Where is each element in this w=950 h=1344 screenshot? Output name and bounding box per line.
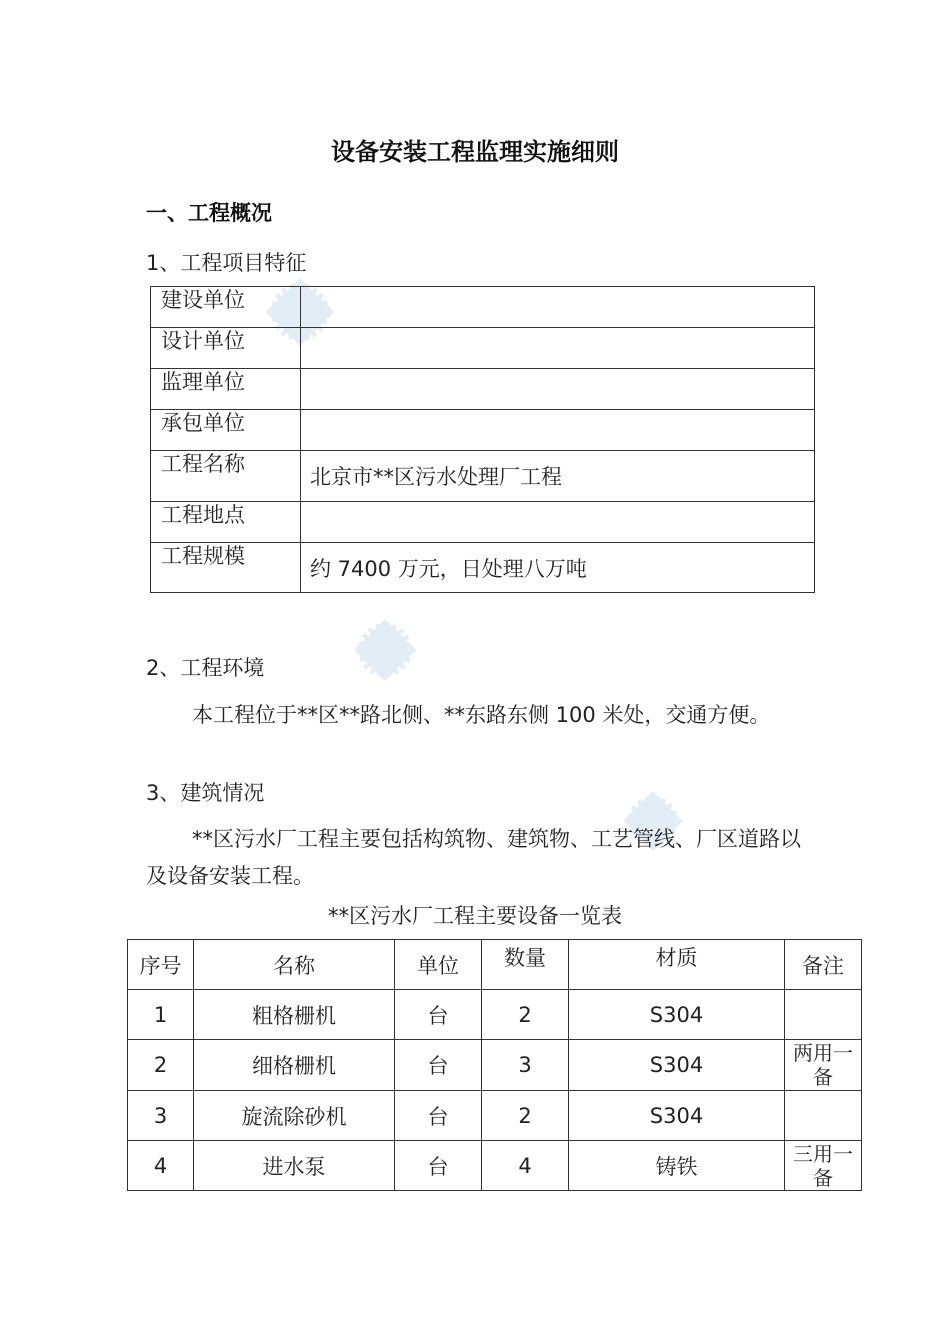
table-cell: 台 bbox=[395, 1091, 482, 1141]
table-header-row bbox=[128, 940, 862, 990]
info-value bbox=[301, 287, 815, 328]
table-cell: 2 bbox=[128, 1040, 194, 1091]
column-header: 名称 bbox=[194, 940, 395, 990]
subsection-heading-buildings: 3、建筑情况 bbox=[146, 781, 265, 805]
table-row bbox=[151, 451, 815, 502]
info-label: 设计单位 bbox=[151, 328, 301, 369]
table-row bbox=[128, 1040, 862, 1091]
table-row bbox=[151, 410, 815, 451]
info-label: 工程地点 bbox=[151, 502, 301, 543]
info-value bbox=[301, 502, 815, 543]
table-row bbox=[151, 502, 815, 543]
table-cell: 细格栅机 bbox=[194, 1040, 395, 1091]
table-cell: S304 bbox=[569, 990, 785, 1040]
subsection-heading-environment: 2、工程环境 bbox=[146, 656, 265, 680]
info-label: 承包单位 bbox=[151, 410, 301, 451]
table-cell: S304 bbox=[569, 1091, 785, 1141]
info-value: 约 7400 万元，日处理八万吨 bbox=[301, 543, 815, 593]
table-cell: 2 bbox=[482, 990, 569, 1040]
table-row bbox=[151, 287, 815, 328]
table-cell: 1 bbox=[128, 990, 194, 1040]
table-cell bbox=[785, 1091, 862, 1141]
column-header: 单位 bbox=[395, 940, 482, 990]
table-cell: 2 bbox=[482, 1091, 569, 1141]
equipment-table bbox=[127, 939, 862, 1191]
table-cell: 铸铁 bbox=[569, 1141, 785, 1191]
table-cell: 4 bbox=[482, 1141, 569, 1191]
info-label: 建设单位 bbox=[151, 287, 301, 328]
table-cell: 台 bbox=[395, 1141, 482, 1191]
table-cell: 两用一备 bbox=[785, 1040, 862, 1091]
table-cell: 4 bbox=[128, 1141, 194, 1191]
table-cell: 旋流除砂机 bbox=[194, 1091, 395, 1141]
info-value bbox=[301, 328, 815, 369]
column-header: 数量 bbox=[482, 940, 569, 990]
table-cell: 台 bbox=[395, 1040, 482, 1091]
table-cell: 3 bbox=[128, 1091, 194, 1141]
info-value bbox=[301, 369, 815, 410]
paragraph-environment: 本工程位于**区**路北侧、**东路东侧 100 米处，交通方便。 bbox=[192, 703, 771, 727]
table-row bbox=[128, 1091, 862, 1141]
table-row bbox=[128, 1141, 862, 1191]
column-header: 材质 bbox=[569, 940, 785, 990]
table-cell: 台 bbox=[395, 990, 482, 1040]
table-row bbox=[151, 369, 815, 410]
project-info-table bbox=[150, 286, 815, 593]
info-label: 工程名称 bbox=[151, 451, 301, 502]
equipment-table-caption: **区污水厂工程主要设备一览表 bbox=[328, 904, 622, 928]
column-header: 序号 bbox=[128, 940, 194, 990]
info-value: 北京市**区污水处理厂工程 bbox=[301, 451, 815, 502]
info-label: 监理单位 bbox=[151, 369, 301, 410]
table-cell: 粗格栅机 bbox=[194, 990, 395, 1040]
section-heading-overview: 一、工程概况 bbox=[146, 201, 272, 225]
table-cell bbox=[785, 990, 862, 1040]
table-cell: 三用一备 bbox=[785, 1141, 862, 1191]
paragraph-buildings: **区污水厂工程主要包括构筑物、建筑物、工艺管线、厂区道路以及设备安装工程。 bbox=[146, 827, 801, 888]
table-cell: S304 bbox=[569, 1040, 785, 1091]
snowflake-watermark-icon bbox=[350, 615, 420, 685]
table-cell: 进水泵 bbox=[194, 1141, 395, 1191]
subsection-heading-features: 1、工程项目特征 bbox=[146, 251, 307, 275]
table-row bbox=[151, 543, 815, 593]
table-row bbox=[151, 328, 815, 369]
info-label: 工程规模 bbox=[151, 543, 301, 593]
info-value bbox=[301, 410, 815, 451]
table-cell: 3 bbox=[482, 1040, 569, 1091]
column-header: 备注 bbox=[785, 940, 862, 990]
document-title: 设备安装工程监理实施细则 bbox=[331, 138, 619, 166]
table-row bbox=[128, 990, 862, 1040]
